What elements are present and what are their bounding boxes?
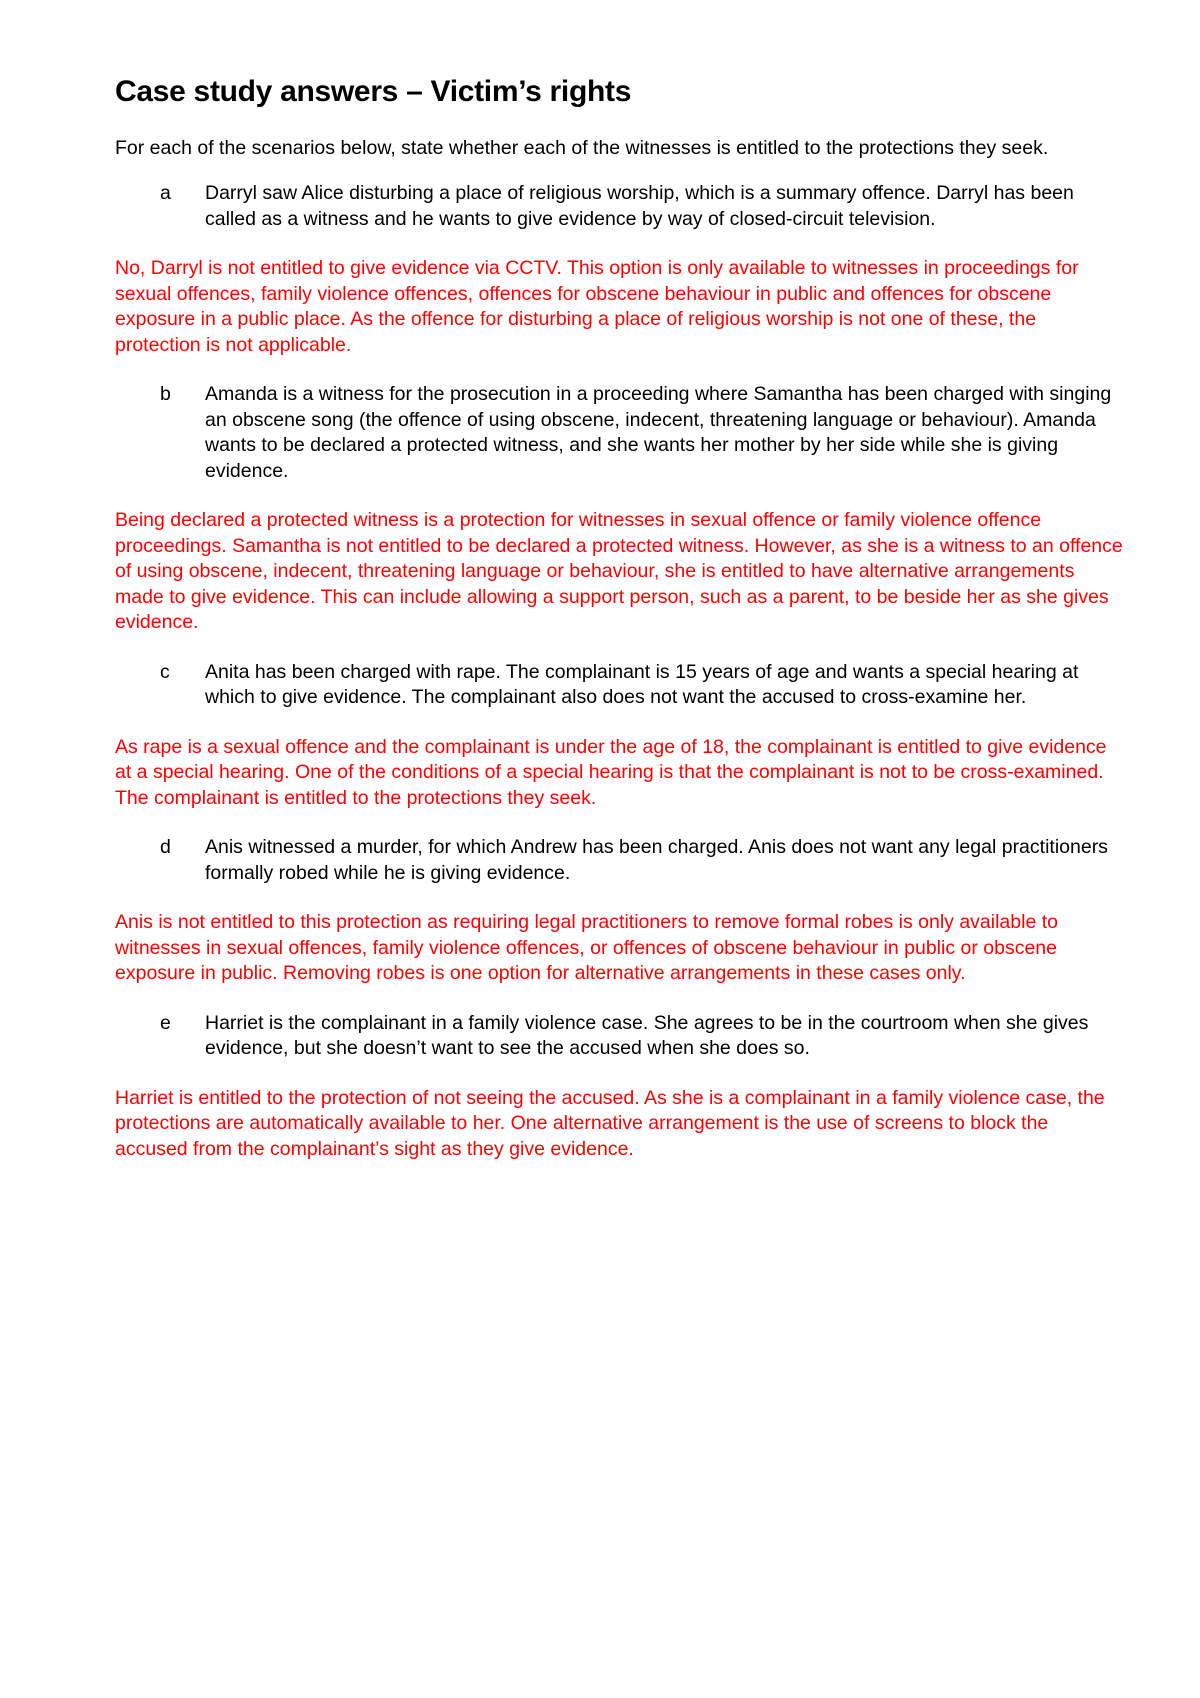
question-e bbox=[115, 1011, 1125, 1062]
question-a bbox=[115, 181, 1125, 232]
question-text: Darryl saw Alice disturbing a place of religious worship, which is a summary offence. Darryl has been called as a witness and he wants to give evidence by way of closed-circuit television. bbox=[205, 182, 1074, 230]
question-letter: d bbox=[160, 836, 171, 858]
answer-b: Being declared a protected witness is a protection for witnesses in sexual offence or family violence offence proceedings. Samantha is not entitled to be declared a protected witness. However, as she is a witness to an offence of using obscene, indecent, threatening language or behaviour, she is entitled to have alternative arrangements made to give evidence. This can include allowing a support person, such as a parent, to be beside her as she gives evidence. bbox=[115, 509, 1123, 633]
intro-paragraph: For each of the scenarios below, state whether each of the witnesses is entitled to the protections they seek. bbox=[115, 137, 1049, 159]
question-letter: c bbox=[160, 660, 170, 683]
question-text: Anita has been charged with rape. The complainant is 15 years of age and wants a special hearing at which to give evidence. The complainant also does not want the accused to cross-examine her. bbox=[205, 660, 1079, 708]
question-letter: b bbox=[160, 383, 171, 405]
document-page bbox=[115, 72, 1125, 1186]
question-c bbox=[115, 660, 1125, 711]
answer-c: As rape is a sexual offence and the complainant is under the age of 18, the complainant is entitled to give evidence at a special hearing. One of the conditions of a special hearing is that the complainant is not to be cross-examined. The complainant is entitled to the protections they seek. bbox=[115, 735, 1107, 809]
answer-d: Anis is not entitled to this protection as requiring legal practitioners to remove formal robes is only available to witnesses in sexual offences, family violence offences, or offences of obscene behaviour in public or obscene exposure in public. Removing robes is one option for alternative arrangements in these cases only. bbox=[115, 911, 1058, 984]
question-text: Amanda is a witness for the prosecution in a proceeding where Samantha has been charged with singing an obscene song (the offence of using obscene, indecent, threatening language or behaviour). Amanda wants to be declared a protected witness, and she wants her mother by her side while she is giving evidence. bbox=[205, 383, 1112, 482]
question-text: Harriet is the complainant in a family violence case. She agrees to be in the courtroom when she gives evidence, but she doesn’t want to see the accused when she does so. bbox=[205, 1011, 1089, 1059]
question-letter: a bbox=[160, 182, 171, 204]
document-title: Case study answers – Victim’s rights bbox=[115, 75, 632, 108]
answer-e: Harriet is entitled to the protection of not seeing the accused. As she is a complainant in a family violence case, the protections are automatically available to her. One alternative arrangement is the use of screens to block the accused from the complainant’s sight as they give evidence. bbox=[115, 1086, 1105, 1160]
question-d bbox=[115, 835, 1125, 886]
question-b bbox=[115, 382, 1125, 484]
question-text: Anis witnessed a murder, for which Andrew has been charged. Anis does not want any legal practitioners formally robed while he is giving evidence. bbox=[205, 836, 1108, 884]
answer-a: No, Darryl is not entitled to give evidence via CCTV. This option is only available to witnesses in proceedings for sexual offences, family violence offences, offences for obscene behaviour in public and offences for obscene exposure in a public place. As the offence for disturbing a place of religious worship is not one of these, the protection is not applicable. bbox=[115, 257, 1079, 356]
question-letter: e bbox=[160, 1011, 171, 1034]
